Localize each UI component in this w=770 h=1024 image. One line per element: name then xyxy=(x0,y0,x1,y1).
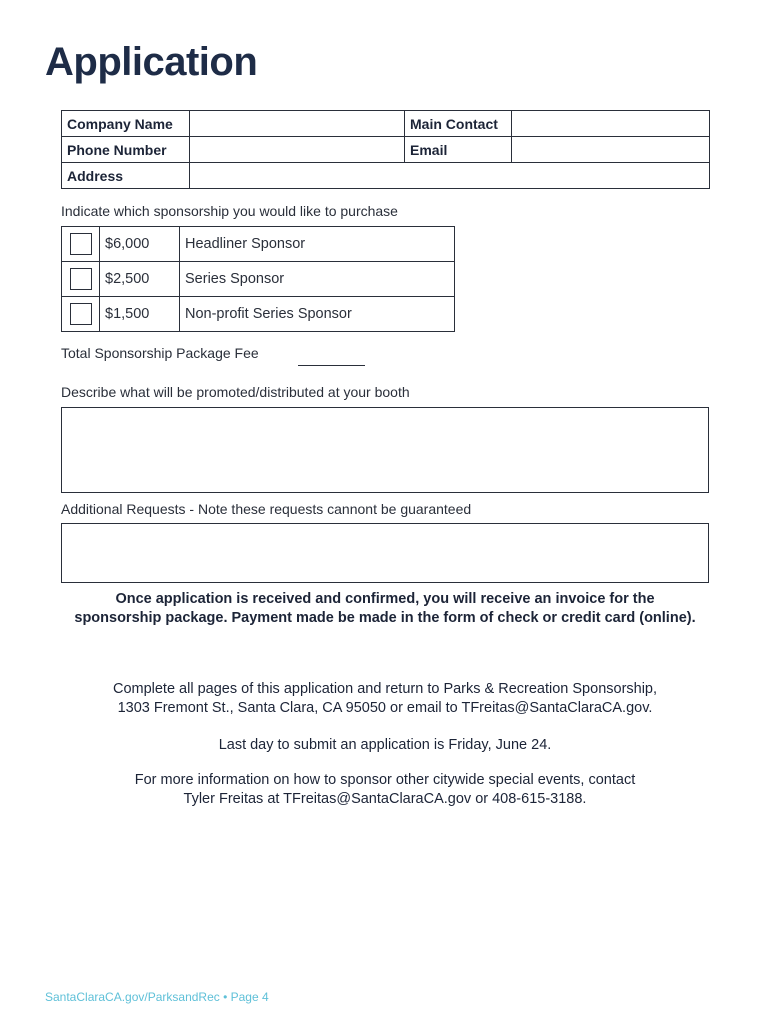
phone-number-field[interactable] xyxy=(190,137,405,163)
total-fee-field[interactable] xyxy=(298,365,365,366)
headliner-sponsor-checkbox[interactable] xyxy=(70,233,92,255)
return-instructions: Complete all pages of this application and return to Parks & Recreation Sponsorship, 1303 Fremont St., Santa Clara, CA 95050 or email to TFreitas@SantaClaraCA.gov. xyxy=(112,681,658,716)
main-contact-label: Main Contact xyxy=(405,111,512,137)
total-fee-label: Total Sponsorship Package Fee xyxy=(61,345,259,361)
booth-description-label: Describe what will be promoted/distributed at your booth xyxy=(61,384,410,400)
series-sponsor-checkbox[interactable] xyxy=(70,268,92,290)
contact-info-table xyxy=(61,110,710,189)
address-label: Address xyxy=(62,163,190,189)
phone-number-label: Phone Number xyxy=(62,137,190,163)
email-label: Email xyxy=(405,137,512,163)
deadline-text: Last day to submit an application is Friday, June 24. xyxy=(218,737,552,753)
sponsorship-option-row xyxy=(62,262,455,297)
email-field[interactable] xyxy=(512,137,710,163)
main-contact-field[interactable] xyxy=(512,111,710,137)
company-name-field[interactable] xyxy=(190,111,405,137)
company-name-label: Company Name xyxy=(62,111,190,137)
additional-requests-label: Additional Requests - Note these requests cannont be guaranteed xyxy=(61,501,472,517)
nonprofit-series-sponsor-checkbox[interactable] xyxy=(70,303,92,325)
table-row xyxy=(62,137,710,163)
option-name: Non-profit Series Sponsor xyxy=(180,297,455,332)
page-footer: SantaClaraCA.gov/ParksandRec • Page 4 xyxy=(45,990,269,1004)
table-row xyxy=(62,163,710,189)
booth-description-field[interactable] xyxy=(61,407,709,493)
sponsorship-prompt: Indicate which sponsorship you would like to purchase xyxy=(61,203,398,219)
sponsorship-option-row xyxy=(62,297,455,332)
contact-info-text: For more information on how to sponsor other citywide special events, contact Tyler Freitas at TFreitas@SantaClaraCA.gov or 408-615-3188. xyxy=(134,772,636,807)
sponsorship-options-table xyxy=(61,226,455,332)
table-row xyxy=(62,111,710,137)
address-field[interactable] xyxy=(190,163,710,189)
invoice-notice: Once application is received and confirmed, you will receive an invoice for the sponsorship package. Payment made be made in the form of check or credit card (online). xyxy=(74,591,696,626)
option-price: $2,500 xyxy=(100,262,180,297)
option-name: Series Sponsor xyxy=(180,262,455,297)
sponsorship-option-row xyxy=(62,227,455,262)
page-title: Application xyxy=(45,40,258,84)
option-price: $6,000 xyxy=(100,227,180,262)
option-price: $1,500 xyxy=(100,297,180,332)
additional-requests-field[interactable] xyxy=(61,523,709,583)
option-name: Headliner Sponsor xyxy=(180,227,455,262)
